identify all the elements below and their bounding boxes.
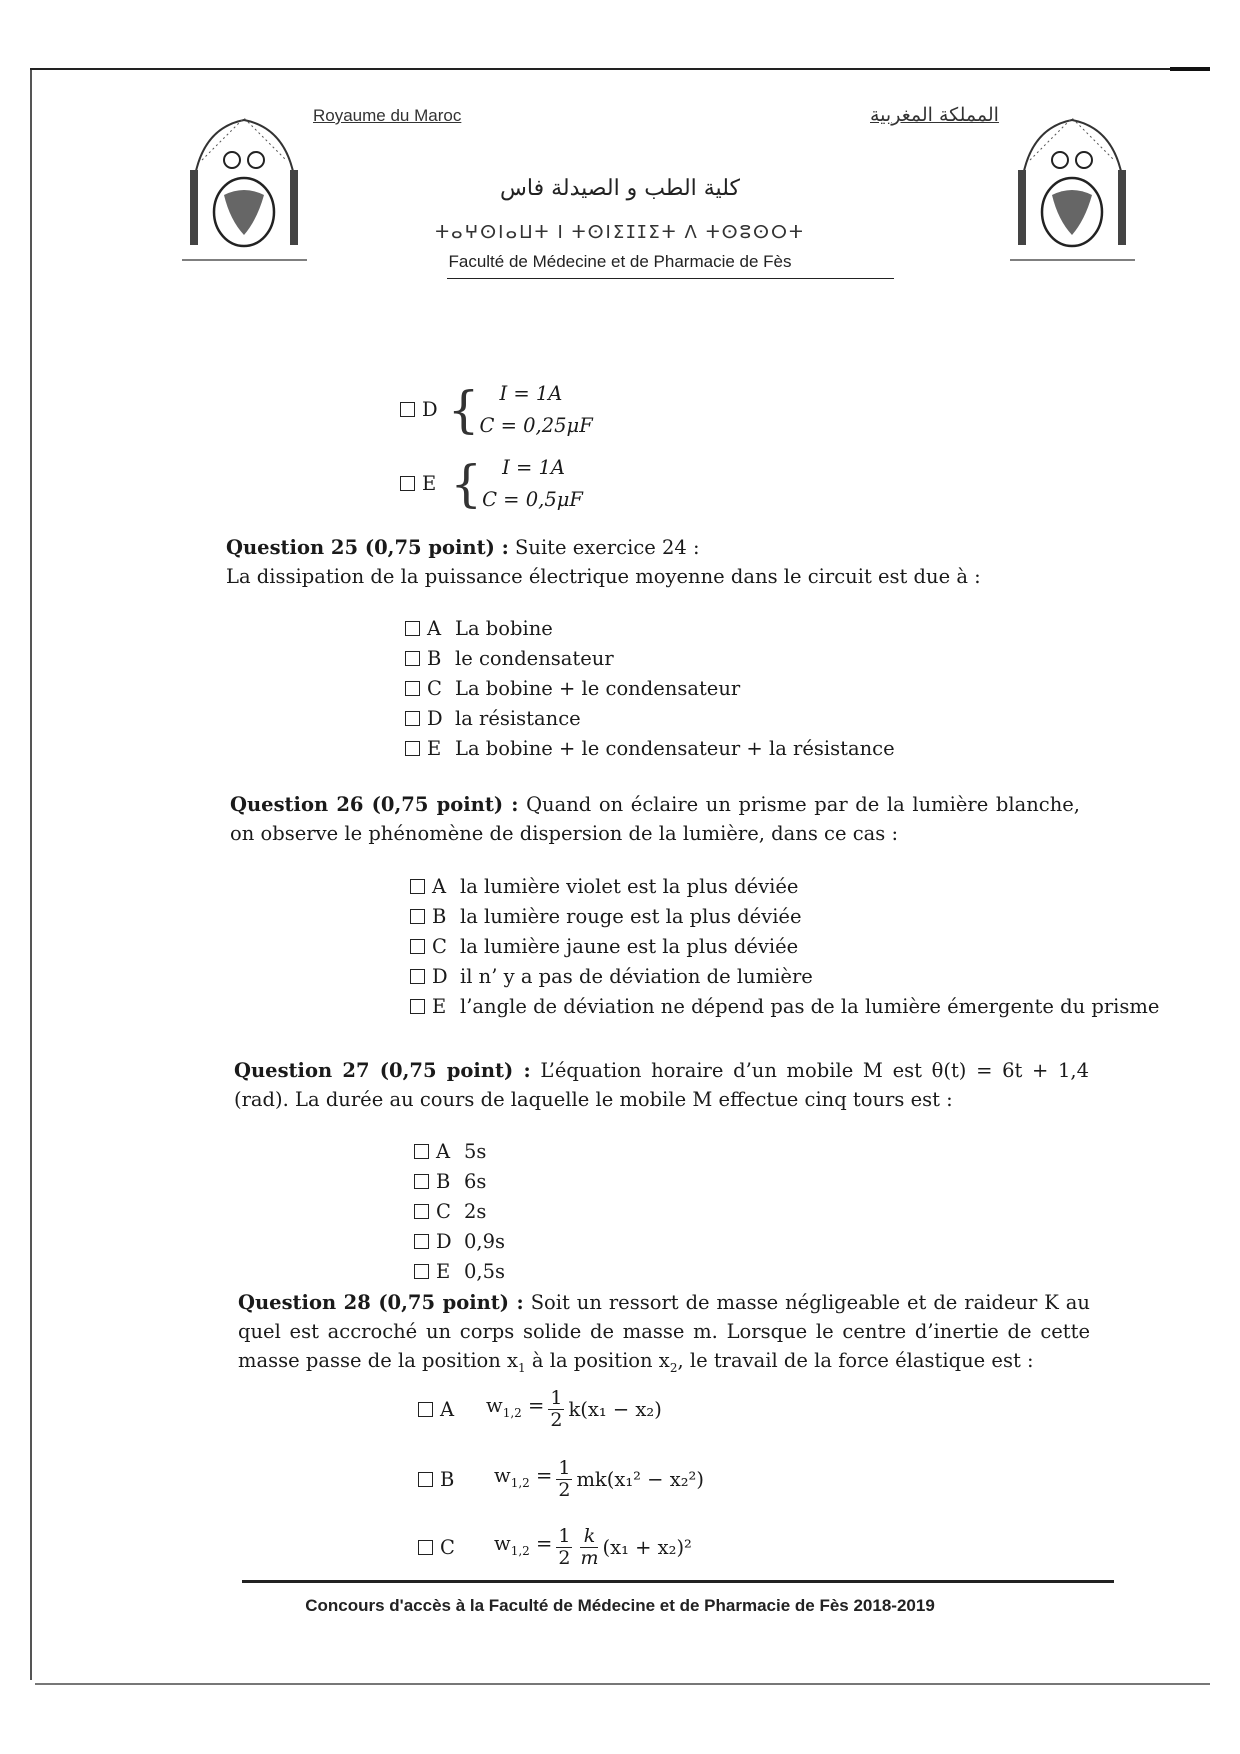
faculty-name-tifinagh: ⵜⴰⵖⵙⵏⴰⵡⵜ ⵏ ⵜⵙⵏⵉⵊⵊⵉⵜ ⴷ ⵜⵙⵓⵙⵔⵜ (435, 222, 805, 242)
checkbox[interactable] (410, 909, 425, 924)
option: B la lumière rouge est la plus déviée (410, 902, 1159, 932)
checkbox[interactable] (414, 1234, 429, 1249)
top-rule (30, 68, 1210, 70)
question-27: Question 27 (0,75 point) : L’équation horaire d’un mobile M est θ(t) = 6t + 1,4 (rad). La durée au cours de laquelle le mobile M effectue cinq tours est : (234, 1059, 1089, 1111)
checkbox[interactable] (418, 1540, 433, 1555)
checkbox[interactable] (418, 1402, 433, 1417)
q25-options (405, 614, 895, 764)
bottom-page-rule (35, 1683, 1210, 1685)
option: D il n’ y a pas de déviation de lumière (410, 962, 1159, 992)
checkbox[interactable] (405, 711, 420, 726)
question-26: Question 26 (0,75 point) : Quand on éclaire un prisme par de la lumière blanche, on observe le phénomène de dispersion de la lumière, dans ce cas : (230, 793, 1080, 845)
option: C 2s (414, 1197, 505, 1227)
kingdom-title-fr: Royaume du Maroc (313, 106, 462, 125)
checkbox[interactable] (414, 1144, 429, 1159)
checkbox[interactable] (414, 1174, 429, 1189)
q24-option-e: E { I = 1A C = 0,5μF (400, 452, 583, 516)
top-rule-accent (1170, 67, 1210, 71)
checkbox[interactable] (410, 879, 425, 894)
checkbox[interactable] (400, 402, 415, 417)
checkbox[interactable] (418, 1472, 433, 1487)
checkbox[interactable] (405, 681, 420, 696)
checkbox[interactable] (405, 651, 420, 666)
kingdom-title-ar: المملكة المغربية (870, 104, 999, 126)
checkbox[interactable] (414, 1264, 429, 1279)
question-25: Question 25 (0,75 point) : Suite exercice 24 : La dissipation de la puissance électrique moyenne dans le circuit est due à : (226, 536, 981, 588)
checkbox[interactable] (410, 999, 425, 1014)
option: C la lumière jaune est la plus déviée (410, 932, 1159, 962)
option: C La bobine + le condensateur (405, 674, 895, 704)
option: B 6s (414, 1167, 505, 1197)
left-margin-rule (30, 70, 32, 1680)
checkbox[interactable] (405, 621, 420, 636)
option: A la lumière violet est la plus déviée (410, 872, 1159, 902)
option: E 0,5s (414, 1257, 505, 1287)
option: A 5s (414, 1137, 505, 1167)
option: A La bobine (405, 614, 895, 644)
checkbox[interactable] (400, 476, 415, 491)
option: E l’angle de déviation ne dépend pas de la lumière émergente du prisme (410, 992, 1159, 1022)
option: E La bobine + le condensateur + la résistance (405, 734, 895, 764)
footer-rule (242, 1580, 1114, 1583)
question-28: Question 28 (0,75 point) : Soit un ressort de masse négligeable et de raideur K au quel est accroché un corps solide de masse m. Lorsque le centre d’inertie de cette masse passe de la position $x_1$ à la position $x_2$, le travail de la force élastique est : (238, 1291, 1090, 1375)
q27-options (414, 1137, 505, 1287)
q28-option-c: C $w_{1,2}$ = $\frac{1}{2}$ $\frac{k}{m}$ (x₁ + x₂)² (418, 1526, 692, 1569)
q26-options (410, 872, 1159, 1022)
checkbox[interactable] (410, 969, 425, 984)
option: B le condensateur (405, 644, 895, 674)
q28-option-b: B $w_{1,2}$ = $\frac{1}{2}$ mk(x₁² − x₂²) (418, 1458, 704, 1501)
faculty-name-ar: كلية الطب و الصيدلة فاس (500, 176, 740, 201)
checkbox[interactable] (414, 1204, 429, 1219)
checkbox[interactable] (410, 939, 425, 954)
header-underline (447, 278, 894, 279)
footer-text: Concours d'accès à la Faculté de Médecine et de Pharmacie de Fès 2018-2019 (305, 1596, 935, 1615)
option: D 0,9s (414, 1227, 505, 1257)
q28-option-a: A $w_{1,2}$ = $\frac{1}{2}$ k(x₁ − x₂) (418, 1388, 662, 1431)
option: D la résistance (405, 704, 895, 734)
faculty-name-fr: Faculté de Médecine et de Pharmacie de Fès (448, 252, 792, 271)
checkbox[interactable] (405, 741, 420, 756)
q24-option-d: D { I = 1A C = 0,25μF (400, 378, 593, 442)
